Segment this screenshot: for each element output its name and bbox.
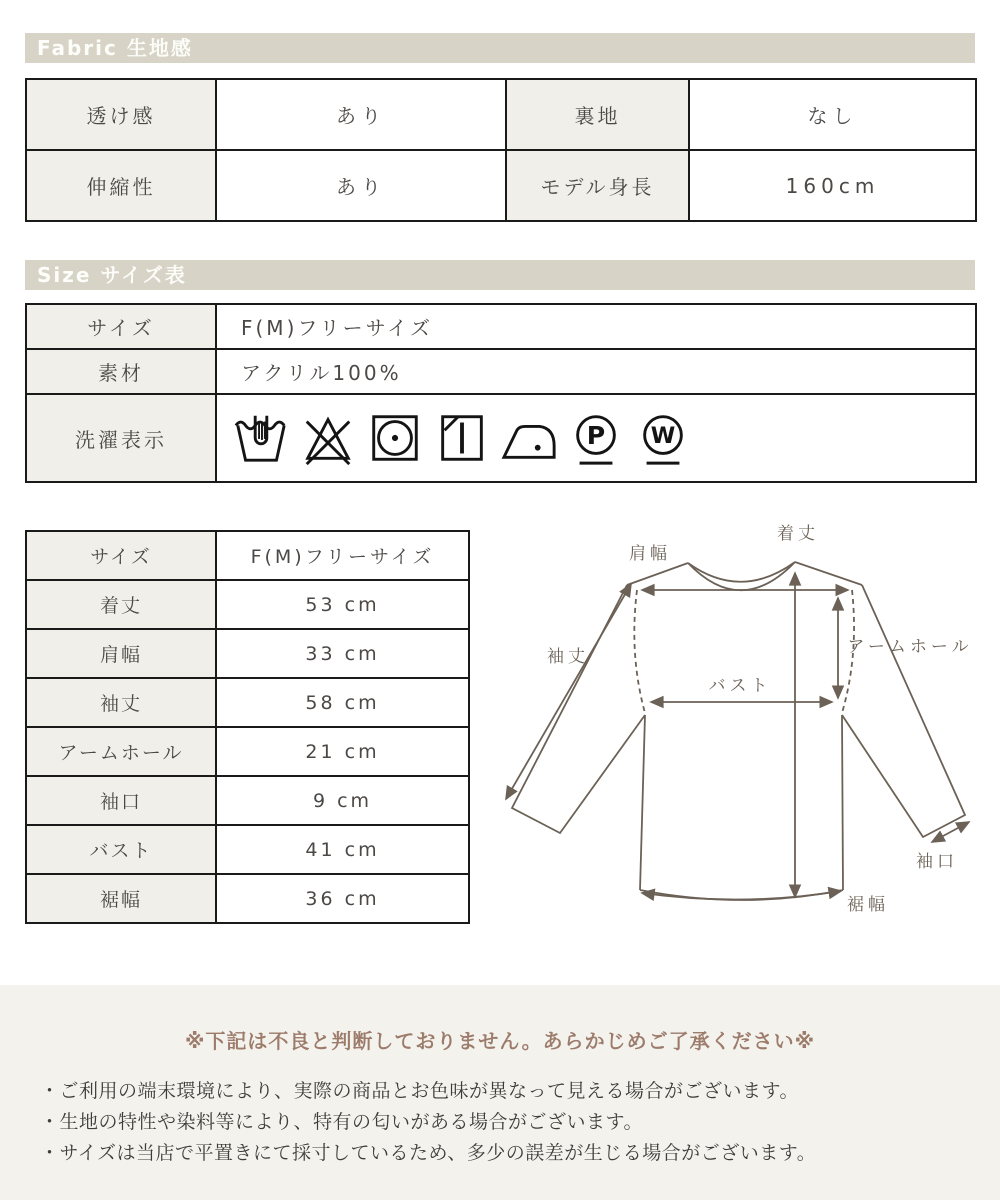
- table-row: [26, 349, 976, 394]
- dry-clean-p-gentle-icon: [567, 409, 625, 467]
- row-label: 裏地: [506, 79, 689, 150]
- table-row: [26, 629, 469, 678]
- table-row: [26, 79, 976, 150]
- diagram-label-hem: 裾幅: [847, 895, 889, 915]
- table-row: [26, 531, 469, 580]
- notice-item: ・生地の特性や染料等により、特有の匂いがある場合がございます。: [40, 1111, 643, 1133]
- line-dry-in-shade-icon: [433, 409, 491, 467]
- row-value: 36 cm: [216, 874, 469, 923]
- row-label: 素材: [26, 349, 216, 394]
- measure-arrows: [506, 573, 969, 900]
- notice-item: ・ご利用の端末環境により、実際の商品とお色味が異なって見える場合がございます。: [40, 1080, 799, 1102]
- row-label: バスト: [26, 825, 216, 874]
- size-section-header: Size サイズ表: [25, 260, 975, 290]
- row-label: サイズ: [26, 531, 216, 580]
- row-value: 160cm: [689, 150, 976, 221]
- row-label: 伸縮性: [26, 150, 216, 221]
- table-row: [26, 580, 469, 629]
- row-value: 58 cm: [216, 678, 469, 727]
- measurements-table: [25, 530, 470, 924]
- table-row: [26, 304, 976, 349]
- care-letter-w: W: [650, 422, 676, 449]
- row-value: なし: [689, 79, 976, 150]
- row-value: F(M)フリーサイズ: [216, 304, 976, 349]
- diagram-label-shoulder: 肩幅: [629, 544, 671, 564]
- row-label: 袖口: [26, 776, 216, 825]
- table-row: [26, 874, 469, 923]
- row-label: 着丈: [26, 580, 216, 629]
- iron-low-icon: [500, 409, 558, 467]
- table-row: [26, 678, 469, 727]
- row-value: あり: [216, 150, 506, 221]
- row-label: モデル身長: [506, 150, 689, 221]
- diagram-labels: [547, 524, 973, 915]
- diagram-label-length: 着丈: [777, 524, 819, 544]
- care-symbols: [218, 409, 974, 467]
- row-label: サイズ: [26, 304, 216, 349]
- fabric-table: [25, 78, 977, 222]
- notice-section: [0, 985, 1000, 1200]
- table-row: [26, 776, 469, 825]
- do-not-bleach-icon: [299, 409, 357, 467]
- row-value: F(M)フリーサイズ: [216, 531, 469, 580]
- row-label: 袖丈: [26, 678, 216, 727]
- diagram-label-sleeve: 袖丈: [547, 647, 589, 667]
- diagram-label-bust: バスト: [708, 676, 772, 696]
- fabric-section-header: Fabric 生地感: [25, 33, 975, 63]
- notice-heading: ※下記は不良と判断しておりません。あらかじめご了承ください※: [184, 1029, 816, 1053]
- hand-wash-icon: [232, 409, 290, 467]
- row-label: アームホール: [26, 727, 216, 776]
- notice-list: [0, 1076, 1000, 1169]
- notice-item: ・サイズは当店で平置きにて採寸しているため、多少の誤差が生じる場合がございます。: [40, 1142, 817, 1164]
- row-value: あり: [216, 79, 506, 150]
- measure-arrow-cuff: [932, 822, 969, 842]
- row-value: 53 cm: [216, 580, 469, 629]
- table-row: [26, 825, 469, 874]
- diagram-label-armhole: アームホール: [847, 637, 973, 657]
- care-letter-p: P: [586, 420, 606, 450]
- row-label: 裾幅: [26, 874, 216, 923]
- care-symbols-cell: [216, 394, 976, 482]
- table-row: [26, 727, 469, 776]
- table-row: [26, 150, 976, 221]
- row-label: 洗濯表示: [26, 394, 216, 482]
- wet-clean-w-gentle-icon: [634, 409, 692, 467]
- measure-arrow-sleeve: [506, 584, 631, 799]
- table-row: [26, 394, 976, 482]
- garment-diagram: [490, 515, 980, 935]
- row-value: アクリル100%: [216, 349, 976, 394]
- tumble-dry-low-icon: [366, 409, 424, 467]
- row-value: 21 cm: [216, 727, 469, 776]
- row-value: 33 cm: [216, 629, 469, 678]
- diagram-label-cuff: 袖口: [916, 852, 958, 872]
- row-label: 透け感: [26, 79, 216, 150]
- row-value: 9 cm: [216, 776, 469, 825]
- row-label: 肩幅: [26, 629, 216, 678]
- size-table: [25, 303, 977, 483]
- garment-outline: [512, 562, 965, 900]
- row-value: 41 cm: [216, 825, 469, 874]
